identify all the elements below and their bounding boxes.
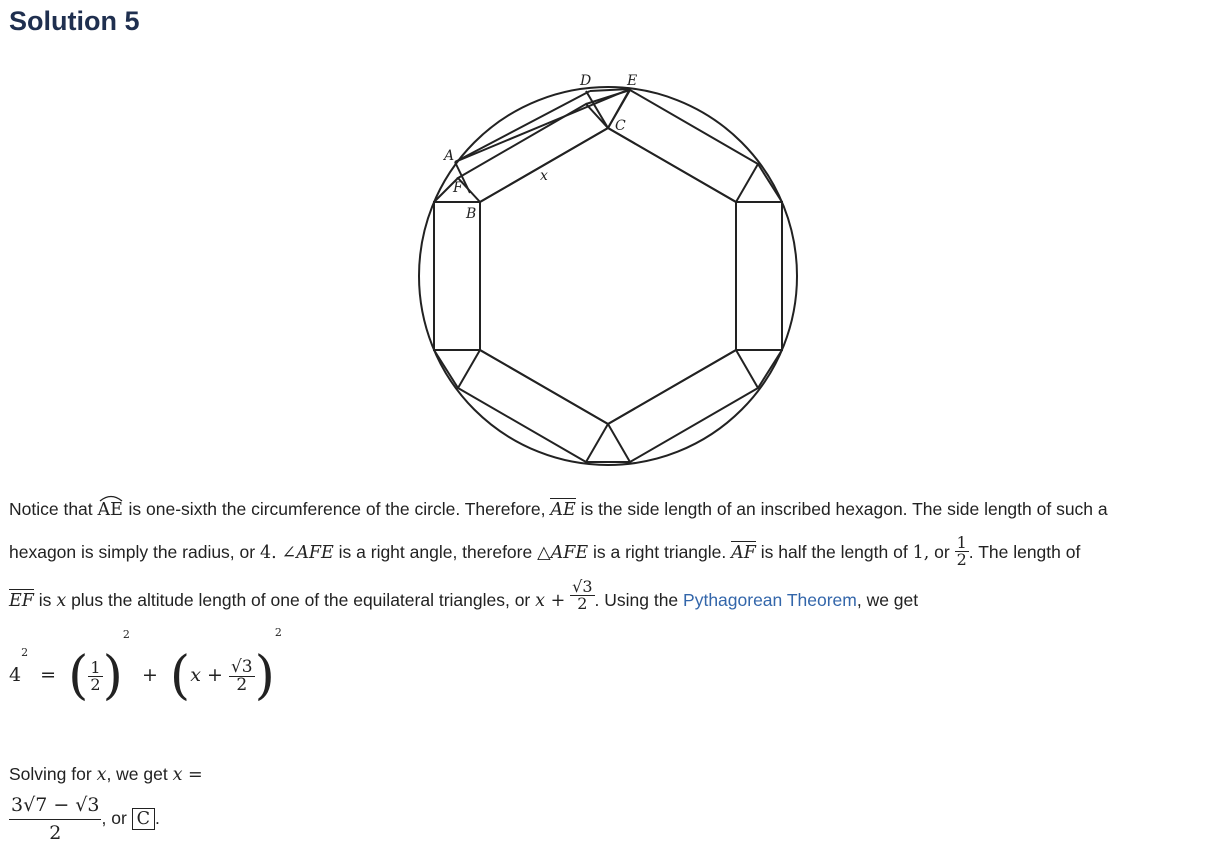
text: is the side length of an inscribed hexagon. The side length of such a	[580, 499, 1108, 519]
answer-line	[9, 796, 1204, 843]
hexagon-circle-figure	[0, 60, 1213, 480]
right-paren-1: )	[102, 646, 123, 706]
segment-ef-text: EF	[9, 591, 34, 612]
segment-ad	[455, 91, 590, 162]
segment-ae-text: AE	[550, 500, 576, 520]
text: , we get	[106, 764, 168, 784]
eq-equals: =	[40, 664, 57, 686]
text: is a right triangle.	[593, 542, 727, 563]
angle-afe: ∠AFE	[281, 543, 334, 564]
left-paren-2: (	[169, 646, 191, 706]
label-x: x	[540, 168, 548, 184]
explanation-line-3	[9, 577, 1204, 618]
root3-over-2-fraction: $\frac{√3}{2}$	[572, 577, 593, 613]
eq-exponent-2: 2	[274, 626, 282, 639]
text: . Using the	[594, 590, 679, 611]
variable-x: x	[96, 765, 107, 785]
solving-line	[9, 763, 1204, 786]
text: Solving for	[9, 764, 92, 784]
circumscribed-circle	[419, 87, 797, 465]
eq-plus: +	[141, 664, 158, 686]
segment-ae	[455, 89, 630, 162]
explanation-line-1	[9, 498, 1204, 521]
arc-ae: AE	[98, 500, 129, 520]
text: , we get	[856, 590, 919, 611]
label-f: F	[453, 180, 463, 196]
text: is a right angle, therefore	[338, 542, 533, 563]
text: is	[38, 590, 52, 611]
label-b: B	[466, 206, 477, 222]
one-value: 1,	[912, 543, 930, 564]
label-e: E	[627, 73, 638, 89]
geometry-diagram	[0, 60, 1213, 480]
label-a: A	[444, 148, 455, 164]
text: , or	[101, 808, 127, 829]
eq-x-plus: x +	[190, 664, 223, 686]
text: is half the length of	[760, 542, 908, 563]
explanation-line-2	[9, 533, 1204, 570]
text: is one-sixth the circumference of the circle. Therefore,	[128, 499, 546, 519]
x-equals: x =	[172, 765, 203, 785]
text: .	[155, 808, 160, 829]
half-fraction: $\frac{1}{2}$	[956, 533, 967, 569]
eq-fraction-root3: $\frac{√3}{2}$	[230, 656, 253, 695]
x-plus: x +	[535, 591, 566, 612]
pythagorean-theorem-link[interactable]: Pythagorean Theorem	[683, 590, 857, 611]
text: . The length of	[968, 542, 1081, 563]
inner-hexagon	[480, 128, 736, 424]
label-c: C	[615, 118, 626, 134]
left-paren-1: (	[68, 646, 89, 706]
arc-symbol	[98, 494, 124, 502]
right-paren-2: )	[254, 646, 275, 706]
segment-dc	[586, 91, 608, 128]
answer-fraction: $\frac{3√7 - √3}{2}$	[11, 794, 100, 844]
radius-value: 4.	[259, 543, 277, 564]
eq-lhs-exponent: 2	[21, 646, 29, 659]
label-d: D	[580, 73, 592, 89]
variable-x: x	[56, 591, 67, 612]
text: or	[934, 542, 950, 563]
text: plus the altitude length of one of the equilateral triangles, or	[71, 590, 531, 611]
text: Notice that	[9, 499, 93, 519]
eq-lhs: 4	[9, 664, 22, 686]
triangle-afe: △AFE	[537, 543, 589, 564]
text: hexagon is simply the radius, or	[9, 542, 256, 563]
page-title: Solution 5	[9, 6, 140, 36]
pythagorean-equation	[9, 626, 282, 706]
eq-exponent-1: 2	[122, 628, 130, 641]
segment-af-text: AF	[731, 543, 756, 564]
eq-fraction-half: $\frac{1}{2}$	[90, 657, 101, 694]
answer-choice-box: C	[132, 808, 155, 830]
